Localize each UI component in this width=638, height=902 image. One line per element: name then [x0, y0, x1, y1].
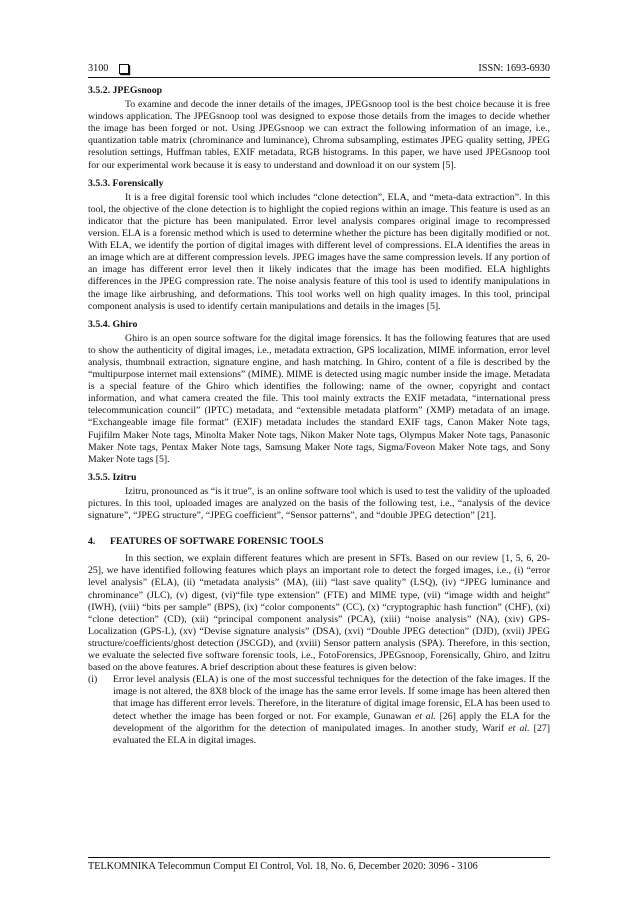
footer-divider: [88, 857, 550, 858]
page-content: [88, 85, 550, 747]
section-body-jpegsnoop: To examine and decode the inner details of the images, JPEGsnoop tool is the best choice because it is free windows application. The JPEGsnoop tool was designed to expose those details from the images to decide whether the image has been forged or not. Using JPEGsnoop we can extract the following information of an image, i.e., quantization table matrix (chrominance and luminance), Chroma subsampling, estimates JPEG quality setting, JPEG resolution settings, Huffman tables, EXIF metadata, RGB histograms. In this paper, we have used JPEGsnoop tool for our experimental work because it is easy to understand and download it on our system [5].: [88, 99, 550, 171]
list-etal-1: et al.: [415, 710, 436, 722]
section-4-title: FEATURES OF SOFTWARE FORENSIC TOOLS: [110, 536, 324, 548]
list-item: [88, 674, 550, 747]
page-number: 3100: [88, 63, 109, 74]
section-body-ghiro: Ghiro is an open source software for the digital image forensics. It has the following features that are used to show the authenticity of digital images, i.e., metadata extraction, GPS localization, MIME information, error level analysis, thumbnail extraction, signature engine, and hash matching. In Ghiro, content of a file is described by the “multipurpose internet mail extensions” (MIME). MIME is detected using magic number inside the image. Metadata is a special feature of the Ghiro which identifies the following: name of the owner, copyright and contact information, and what camera created the file. This tool mainly extracts the EXIF metadata, “international press telecommunication council” (IPTC) metadata, and “extensible metadata platform” (XMP) metadata of an image. “Exchangeable image file format” (EXIF) metadata includes the standard EXIF tags, Canon Maker Note tags, Fujifilm Maker Note tags, Minolta Maker Note tags, Nikon Maker Note tags, Olympus Maker Note tags, Panasonic Maker Note tags, Pentax Maker Note tags, Samsung Maker Note tags, Sigma/Foveon Maker Note tags, and Sony Maker Note tags [5].: [88, 332, 550, 465]
section-body-izitru: Izitru, pronounced as “is it true”, is an online software tool which is used to test the validity of the uploaded pictures. In this tool, uploaded images are analyzed on the basis of the following test, i.e., “analysis of the device signature”, “JPEG structure”, “JPEG coefficient”, “Sensor patterns”, and “double JPEG detection” [21].: [88, 485, 550, 522]
section-heading-forensically: 3.5.3. Forensically: [88, 177, 164, 189]
page-header: [88, 62, 550, 76]
section-4-body: In this section, we explain different features which are present in SFTs. Based on our review [1, 5, 6, 20-25], we have identified following features which plays an important role to detect the forged images, i.e., (i) “error level analysis” (ELA), (ii) “metadata analysis” (MA), (iii) “last save quality” (LSQ), (iv) “JPEG luminance and chrominance” (JLC), (v) digest, (vi)“file type extension” (FTE) and MIME type, (vii) “image width and height” (IWH), (viii) “bits per sample” (BPS), (ix) “color components” (CC), (x) “cryptographic hash function” (CHF), (xi) “clone detection” (CD), (xii) “principal component analysis” (PCA), (xiii) “noise analysis” (NA), (xiv) GPS-Localization (GPS-L), (xv) “Devise signature analysis” (DSA), (xvi) “Double JPEG detection” (DJD), (xvii) JPEG structure/coefficients/ghost detection (JSCGD), and (xviii) Sensor pattern analysis (SPA). Therefore, in this section, we evaluate the selected five software forensic tools, i.e., FotoForensics, JPEGsnoop, Forensically, Ghiro, and Izitru based on the above features. A brief description about these features is given below:: [88, 553, 550, 674]
section-4-number: 4.: [88, 536, 96, 548]
list-marker: (i): [88, 674, 98, 686]
page-footer: TELKOMNIKA Telecommun Comput El Control, Vol. 18, No. 6, December 2020: 3096 - 3106: [88, 861, 478, 872]
section-heading-ghiro: 3.5.4. Ghiro: [88, 318, 138, 330]
list-text-part3: [27] evaluated the ELA in digital images.: [113, 722, 551, 746]
list-text-part1: Error level analysis (ELA) is one of the most successful techniques for the detection of the fake images. If the image is not altered, the 8X8 block of the image has the same error levels. If some image has been altered then that image has different error levels. Therefore, in the literature of digital image forensic, ELA has been used to detect whether the image has been forged or not. For example, Gunawan: [113, 674, 550, 722]
checkbox-square-icon: [119, 64, 129, 74]
section-heading-izitru: 3.5.5. Izitru: [88, 471, 137, 483]
issn-label: ISSN: 1693-6930: [478, 63, 550, 74]
list-etal-2: et al.: [508, 722, 530, 734]
section-body-forensically: It is a free digital forensic tool which includes “clone detection”, ELA, and “meta-data extraction”. In this tool, the objective of the clone detection is to highlight the copied regions within an image. This feature is used as an indicator that the picture has been manipulated. Error level analysis compares original image to recompressed version. ELA is a forensic method which is used to determine whether the picture has been digitally modified or not. With ELA, we identify the portion of digital images with different level of compressions. ELA identifies the areas in an image which are at different compression levels. JPEG images have the same compression levels. If any portion of an image has different error level then it likely indicates that the image has been modified. ELA highlights differences in the JPEG compression rate. The noise analysis feature of this tool is used to identify manipulations in the image like airbrushing, and deformations. This tool works well on high quality images. In this tool, principal component analysis is used to identify certain manipulations and details in the images [5].: [88, 191, 550, 312]
list-text-part2: [26] apply the ELA for the development of the algorithm for the detection of manipulated images. In another study, Warif: [113, 710, 550, 734]
header-divider: [88, 77, 550, 78]
section-4-heading: [88, 536, 550, 548]
section-heading-jpegsnoop: 3.5.2. JPEGsnoop: [88, 85, 163, 96]
header-left: [88, 62, 129, 76]
